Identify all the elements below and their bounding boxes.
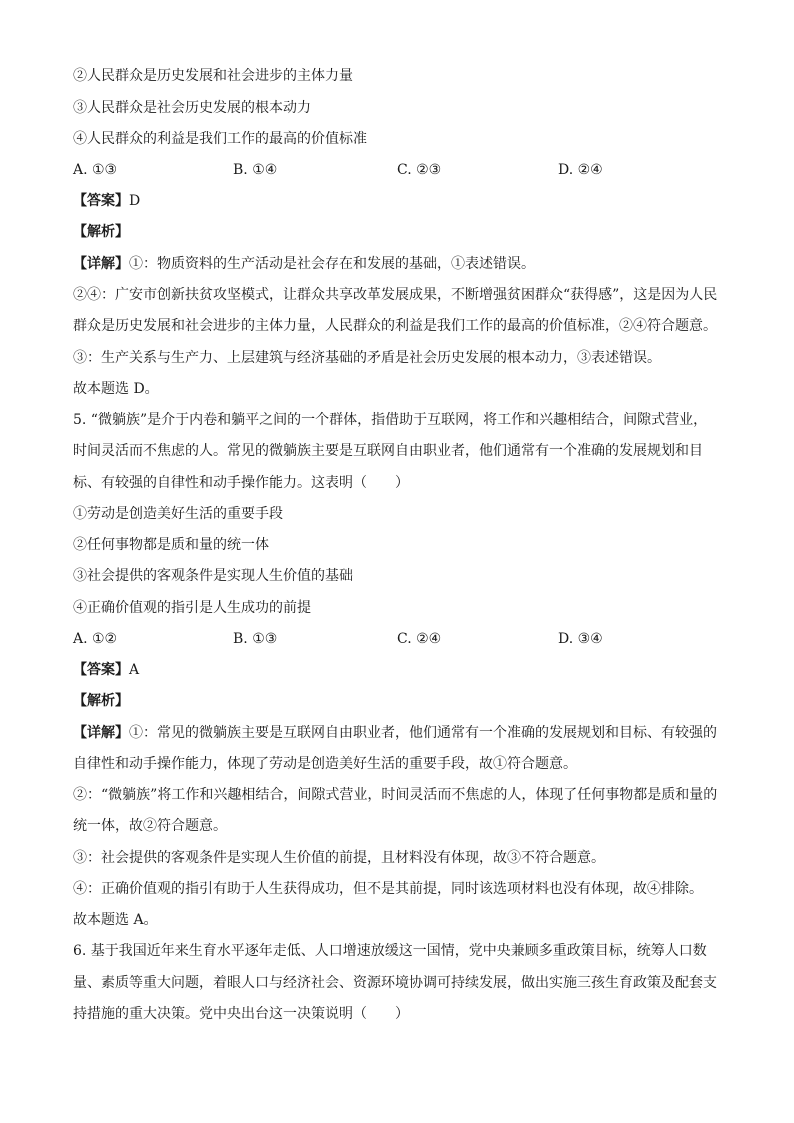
q4-option-d: D. ②④ [558,162,603,178]
q5-statement-4: ④正确价值观的指引是人生成功的前提 [73,600,311,616]
q5-detail-line-4: 统一体，故②符合题意。 [73,818,227,834]
q5-statement-1: ①劳动是创造美好生活的重要手段 [73,506,283,522]
q6-stem-line-3: 持措施的重大决策。党中央出台这一决策说明（ ） [73,1006,409,1022]
q4-statement-2: ②人民群众是历史发展和社会进步的主体力量 [73,68,353,84]
q5-statement-3: ③社会提供的客观条件是实现人生价值的基础 [73,568,353,584]
q5-detail-line-3: ②：“微躺族”将工作和兴趣相结合，间隙式营业，时间灵活而不焦虑的人，体现了任何事物都是质和量的 [73,787,718,803]
q4-answer-label: 【答案】 [73,193,129,209]
q4-detail-line-4: ③：生产关系与生产力、上层建筑与经济基础的矛盾是社会历史发展的根本动力，③表述错误。 [73,350,661,366]
q4-option-b: B. ①④ [233,162,278,178]
q4-analysis-label: 【解析】 [73,224,129,240]
q5-detail-line-1 [73,723,717,743]
q5-conclusion: 故本题选 A。 [73,912,158,928]
q5-options [73,629,733,649]
q5-statement-2: ②任何事物都是质和量的统一体 [73,537,269,553]
q5-detail-text-1: ①：常见的微躺族主要是互联网自由职业者，他们通常有一个准确的发展规划和目标、有较强的 [129,725,717,741]
q5-answer-label: 【答案】 [73,662,129,678]
q4-option-c: C. ②③ [397,162,442,178]
q6-stem-line-1: 6. 基于我国近年来生育水平逐年走低、人口增速放缓这一国情，党中央兼顾多重政策目标，统筹人口数 [73,943,707,959]
q5-detail-line-2: 自律性和动手操作能力，体现了劳动是创造美好生活的重要手段，故①符合题意。 [73,756,577,772]
q4-detail-text-1: ①：物质资料的生产活动是社会存在和发展的基础，①表述错误。 [129,256,535,272]
q4-detail-line-2: ②④：广安市创新扶贫攻坚模式，让群众共享改革发展成果，不断增强贫困群众“获得感”，这是因为人民 [73,287,718,303]
q4-statement-4: ④人民群众的利益是我们工作的最高的价值标准 [73,131,367,147]
q5-analysis-label: 【解析】 [73,693,129,709]
q5-option-a: A. ①② [73,631,118,647]
q5-detail-label: 【详解】 [73,725,129,741]
q6-stem-line-2: 量、素质等重大问题，着眼人口与经济社会、资源环境协调可持续发展，做出实施三孩生育政策及配套支 [73,975,717,991]
q4-option-a: A. ①③ [73,162,118,178]
q5-stem-line-3: 标、有较强的自律性和动手操作能力。这表明（ ） [73,475,409,491]
q4-answer-value: D [129,193,141,209]
q5-option-c: C. ②④ [397,631,442,647]
q4-detail-line-3: 群众是历史发展和社会进步的主体力量，人民群众的利益是我们工作的最高的价值标准，②④符合题意。 [73,318,717,334]
q4-detail-label: 【详解】 [73,256,129,272]
q5-option-b: B. ①③ [233,631,278,647]
q4-options [73,160,733,180]
q5-answer-value: A [129,662,140,678]
q5-option-d: D. ③④ [558,631,603,647]
q4-conclusion: 故本题选 D。 [73,381,159,397]
q5-stem-line-2: 时间灵活而不焦虑的人。常见的微躺族主要是互联网自由职业者，他们通常有一个准确的发展规划和目 [73,443,703,459]
q4-detail-line-1 [73,254,535,274]
q4-answer [73,191,140,211]
q5-detail-line-6: ④：正确价值观的指引有助于人生获得成功，但不是其前提，同时该选项材料也没有体现，故④排除。 [73,881,703,897]
q5-stem-line-1: 5. “微躺族”是介于内卷和躺平之间的一个群体，指借助于互联网，将工作和兴趣相结合，间隙式营业， [73,412,708,428]
q4-statement-3: ③人民群众是社会历史发展的根本动力 [73,100,311,116]
q5-detail-line-5: ③：社会提供的客观条件是实现人生价值的前提，且材料没有体现，故③不符合题意。 [73,850,605,866]
q5-answer [73,660,139,680]
